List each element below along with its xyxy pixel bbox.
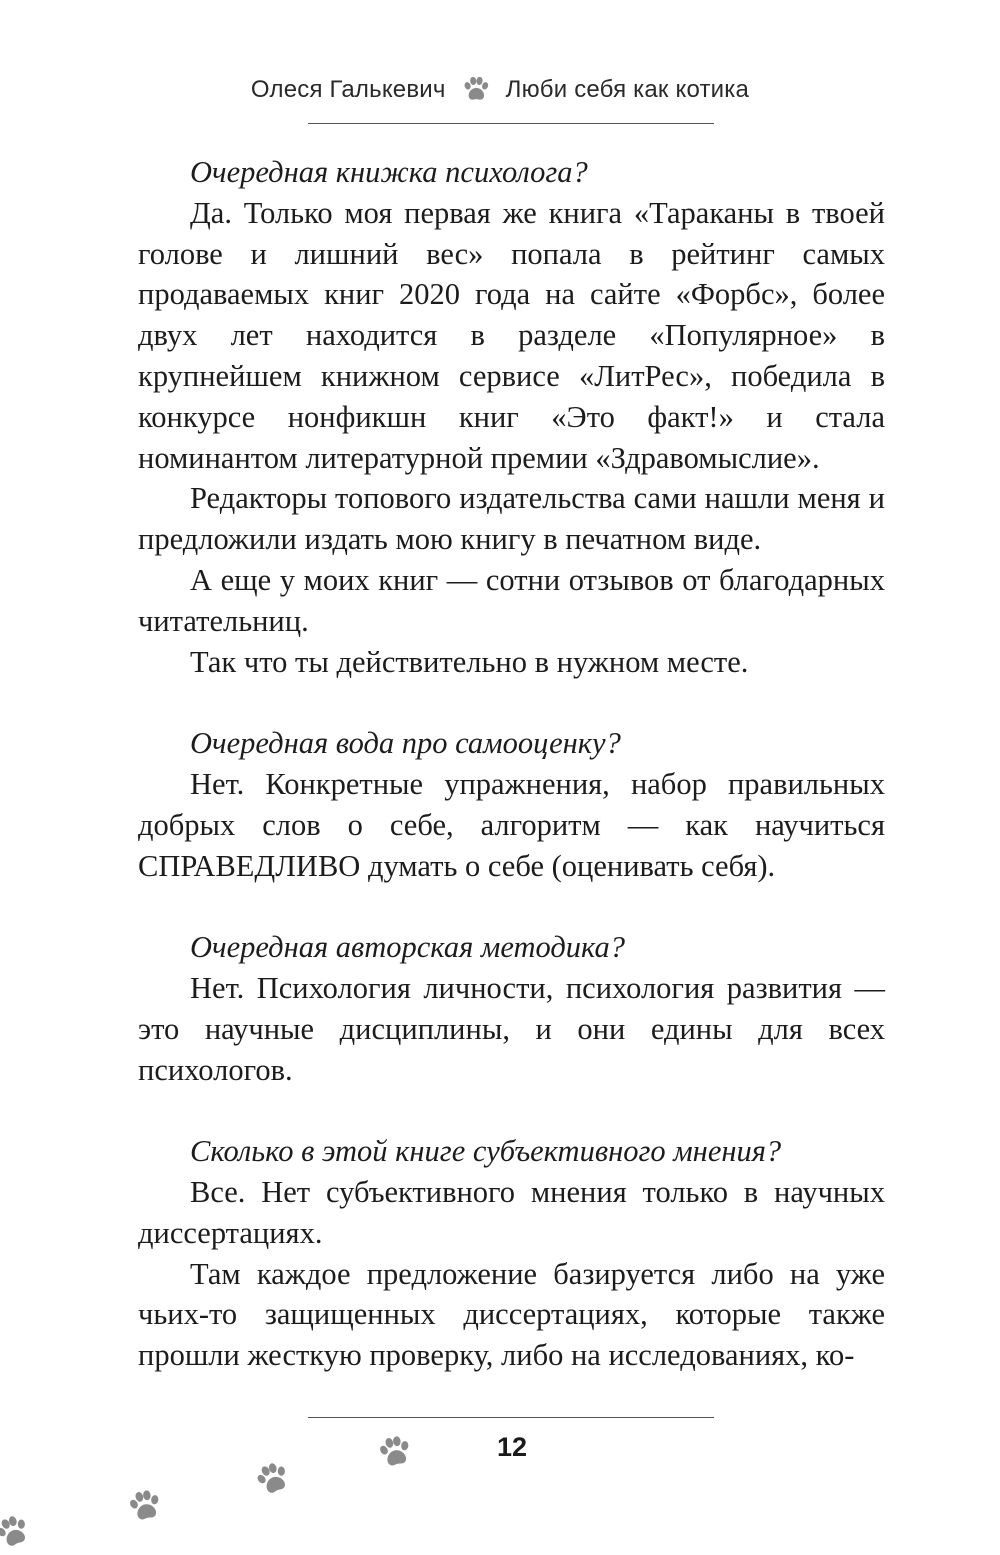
body-paragraph: Да. Только моя первая же книга «Тараканы в твоей голове и лишний вес» попала в рейтинг самых продаваемых книг 2020 года на сайте «Форбс», более двух лет находится в разделе «Популярное» в крупнейшем книжном сервисе «ЛитРес», победила в конкурсе нонфикшн книг «Это факт!» и стала номинантом литературной премии «Здравомыслие». [138,195,885,475]
paw-print-icon [0,1516,30,1550]
paw-print-icon [128,1490,162,1524]
page-number: 12 [496,1432,528,1462]
body-paragraph: Так что ты действительно в нужном месте. [190,644,749,679]
question-heading: Очередная вода про самооценку? [190,726,621,761]
footer-divider [308,1417,714,1418]
paw-icon [462,76,490,104]
header-author: Олеся Галькевич [250,76,446,103]
page-body [138,152,885,1376]
paw-print-icon [378,1436,412,1470]
body-paragraph: Там каждое предложение базируется либо на уже чьих-то защищенных диссертациях, которые также прошли жесткую проверку, либо на исследованиях, ко- [138,1256,885,1373]
running-header [0,70,1000,110]
question-heading: Сколько в этой книге субъективного мнения? [190,1134,782,1169]
header-book-title: Люби себя как котика [505,76,750,103]
header-divider [308,123,714,124]
body-paragraph: Редакторы топового издательства сами нашли меня и предложили издать мою книгу в печатном виде. [138,481,885,557]
paw-print-icon [256,1463,290,1497]
body-paragraph: Нет. Конкретные упражнения, набор правильных добрых слов о себе, алгоритм — как научиться СПРАВЕДЛИВО думать о себе (оценивать себя). [138,766,885,883]
question-heading: Очередная книжка психолога? [190,155,588,189]
body-paragraph: Нет. Психология личности, психология развития — это научные дисциплины, и они едины для всех психологов. [138,970,885,1087]
body-paragraph: Все. Нет субъективного мнения только в научных диссертациях. [138,1174,885,1250]
question-heading: Очередная авторская методика? [190,930,626,965]
body-paragraph: А еще у моих книг — сотни отзывов от благодарных читательниц. [138,562,885,638]
